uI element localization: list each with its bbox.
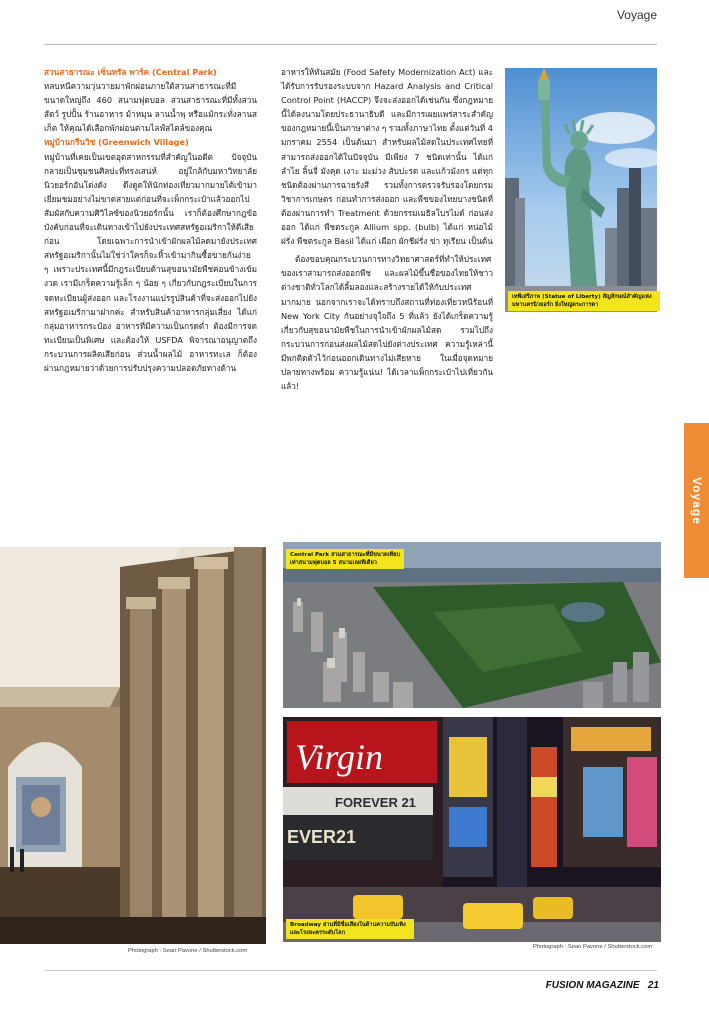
food-safety-paragraph: อาหารให้ทันสมัย (Food Safety Modernization Act) และได้รับการรับรองระบบจาก Hazard Analysis and Critical Control Point (HACCP) จึงจะส่งออกได้เช่นกัน ซึ่งกฎหมายนี้ได้ลงนามโดยประธานาธิบดี และมีการเผยแพร่สาระสำคัญของกฎหมายนี้เป็นภาษาต่าง ๆ รวมทั้งภาษาไทย ตั้งแต่วันที่ 4 มกราคม 2554 เป็นต้นมา สำหรับผลไม้สดในประเทศไทยที่สามารถส่งออกได้ในปัจจุบัน มีเพียง 7 ชนิดเท่านั้น ได้แก่ ลำไย ลิ้นจี่ มังคุด เงาะ มะม่วง สับปะรด และแก้วมังกร แต่ทุกชนิดต้องผ่านการฉายรังสี รวมทั้งการตรวจรับรองโดยกรมวิชาการเกษตร ก่อนทำการส่งออก และพืชของไทยบางชนิดที่ต้องผ่านการทำ Treatment ด้วยกรรมเมธิลโบรไมด์ ก่อนส่งออก ได้แก่ พืชตระกูล Allium spp. (bulb) ได้แก่ หน่อไม้ฝรั่ง พืชตระกูล Basil ได้แก่ เผือก ผักชีฝรั่ง ข่า ทุเรียน เป็นต้น — [281, 67, 493, 247]
forever21-sign-text: FOREVER 21 — [335, 795, 416, 810]
heading-greenwich-village: หมู่บ้านกรีนวิช (Greenwich Village) — [44, 137, 189, 148]
caption-broadway: Broadway ย่านที่มีชื่อเสียงในด้านความบันเทิงและโรงละครระดับโลก — [286, 919, 414, 939]
heading-central-park: สวนสาธารณะ เซ็นทรัล พาร์ค (Central Park) — [44, 67, 217, 77]
photo-credit-left: Photograph : Sean Pavone / Shutterstock.com — [128, 948, 248, 954]
closing-paragraph: ต้องขอบคุณกระบวนการทางวิทยาศาสตร์ที่ทำให้ประเทศของเราสามารถส่งออกพืช และผลไม้ขึ้นชื่อของไทยให้ชาวต่างชาติทั่วโลกได้ลิ้มลองและสร้างรายได้ให้กับประเทศมากมาย นอกจากเราจะได้ทราบถึงสถานที่ท่องเที่ยวหนีร้อนที่ New York City กันอย่างจุใจถึง 5 ที่แล้ว ยังได้เกร็ดความรู้เกี่ยวกับสุขอนามัยพืชในการนำเข้าผักผลไม้สด รวมไปถึงกระบวนการก่อนส่งผลไม้สดไปยังต่างประเทศ ความรู้เหล่านี้มีพกติดตัวไว้ก่อนออกเดินทางไม่เสียหาย ในเมื่อจุดหมายปลายทางพร้อม ความรู้แน่น! ได้เวลาแพ็กกระเป๋าไปเที่ยวกันแล้ว! — [281, 254, 493, 392]
bottom-rule — [44, 970, 657, 971]
greenwich-interior-photo — [0, 547, 266, 944]
central-park-paragraph: หลบหนีความวุ่นวายมาพักผ่อนภายใต้สวนสาธารณะที่มีขนาดใหญ่ถึง 460 สนามฟุตบอล สวนสาธารณะที่มีทั้งสวนสัตว์ รูปปั้น ร้านอาหาร ม้าหมุน ลานน้ำพุ หรือแม้กระทั่งลานสเก็ต ให้คุณได้เลือกพักผ่อนตามไลฟ์สไตล์ของคุณ — [44, 81, 257, 134]
photo-credit-right: Photograph : Sean Pavone / Shutterstock.com — [533, 944, 653, 950]
side-tab-label: Voyage — [689, 476, 704, 525]
broadway-times-square-photo — [283, 717, 661, 942]
left-text-column — [44, 65, 257, 375]
virgin-sign-text: Virgin — [295, 737, 383, 777]
page-footer — [546, 980, 659, 991]
section-header: Voyage — [616, 8, 657, 22]
caption-statue-of-liberty: เทพีเสรีภาพ (Statue of Liberty) สัญลักษณ์สำคัญแห่งมหานครนิวยอร์ก ยิ่งใหญ่ตระการตา — [508, 291, 660, 311]
page-number: 21 — [647, 980, 659, 991]
top-rule — [44, 44, 657, 45]
section-side-tab — [684, 423, 709, 578]
middle-text-column — [281, 65, 493, 393]
ever21-sign-text: EVER21 — [287, 827, 357, 847]
caption-central-park: Central Park สวนสาธารณะที่มีขนาดเทียบเท่าสนามฟุตบอล 5 สนามเลยทีเดียว — [286, 549, 404, 569]
statue-of-liberty-photo — [505, 68, 657, 312]
magazine-name: FUSION MAGAZINE — [545, 980, 640, 991]
greenwich-paragraph: หมู่บ้านที่เคยเป็นเขตอุตสาหกรรมที่สำคัญในอดีต ปัจจุบันกลายเป็นชุมชนศิลปะที่ทรงเสน่ห์ อยู่ใกล้กับมหาวิทยาลัยนิวยอร์กอันโด่งดัง ดึงดูดให้นักท่องเที่ยวมากมายได้เข้ามาเยี่ยมชมอย่างไม่ขาดสายแต่ก่อนที่จะเพ็กกระเป๋าแล้วออกไปสัมผัสกับความศิวิไลซ์ของนิวยอร์กนั้น เราก็ต้องศึกษากฎข้อบังคับก่อนที่จะเดินทางเข้าไปยังประเทศสหรัฐอเมริกาให้ดีเสียก่อน โดยเฉพาะการนำเข้าผักผลไม้ลดมายังประเทศสหรัฐอเมริกานั้นไม่ใช่ว่าใครก็จะหิ้วเข้ามากินซื้อขายกันง่าย ๆ เพราะประเทศนี้มีกฎระเบียบด้านสุขอนามัยพืชค่อนข้างเข้มงวด เรามีเกร็ดความรู้เล็ก ๆ น้อย ๆ เกี่ยวกับกฎระเบียบในการจดทะเบียนผู้ส่งออก และโรงงานแปรรูปสินค้าที่จะส่งออกไปยังสหรัฐอเมริกามาฝากค่ะ สำหรับสินค้าอาหารกลุ่มเสี่ยง ได้แก่ กลุ่มอาหารกระป๋อง อาหารที่มีความเป็นกรดต่ำ ต้องมีการจดทะเบียนเป็นพิเศษ และต้องให้ USFDA พิจารณาอนุญาตถึงกระบวนการผลิตเสียก่อน ส่วนน้ำผลไม้ อาหารทะเล ก็ต้องผ่านกฎหมายว่าด้วยการปรับปรุงความปลอดภัยทางด้าน — [44, 151, 257, 373]
